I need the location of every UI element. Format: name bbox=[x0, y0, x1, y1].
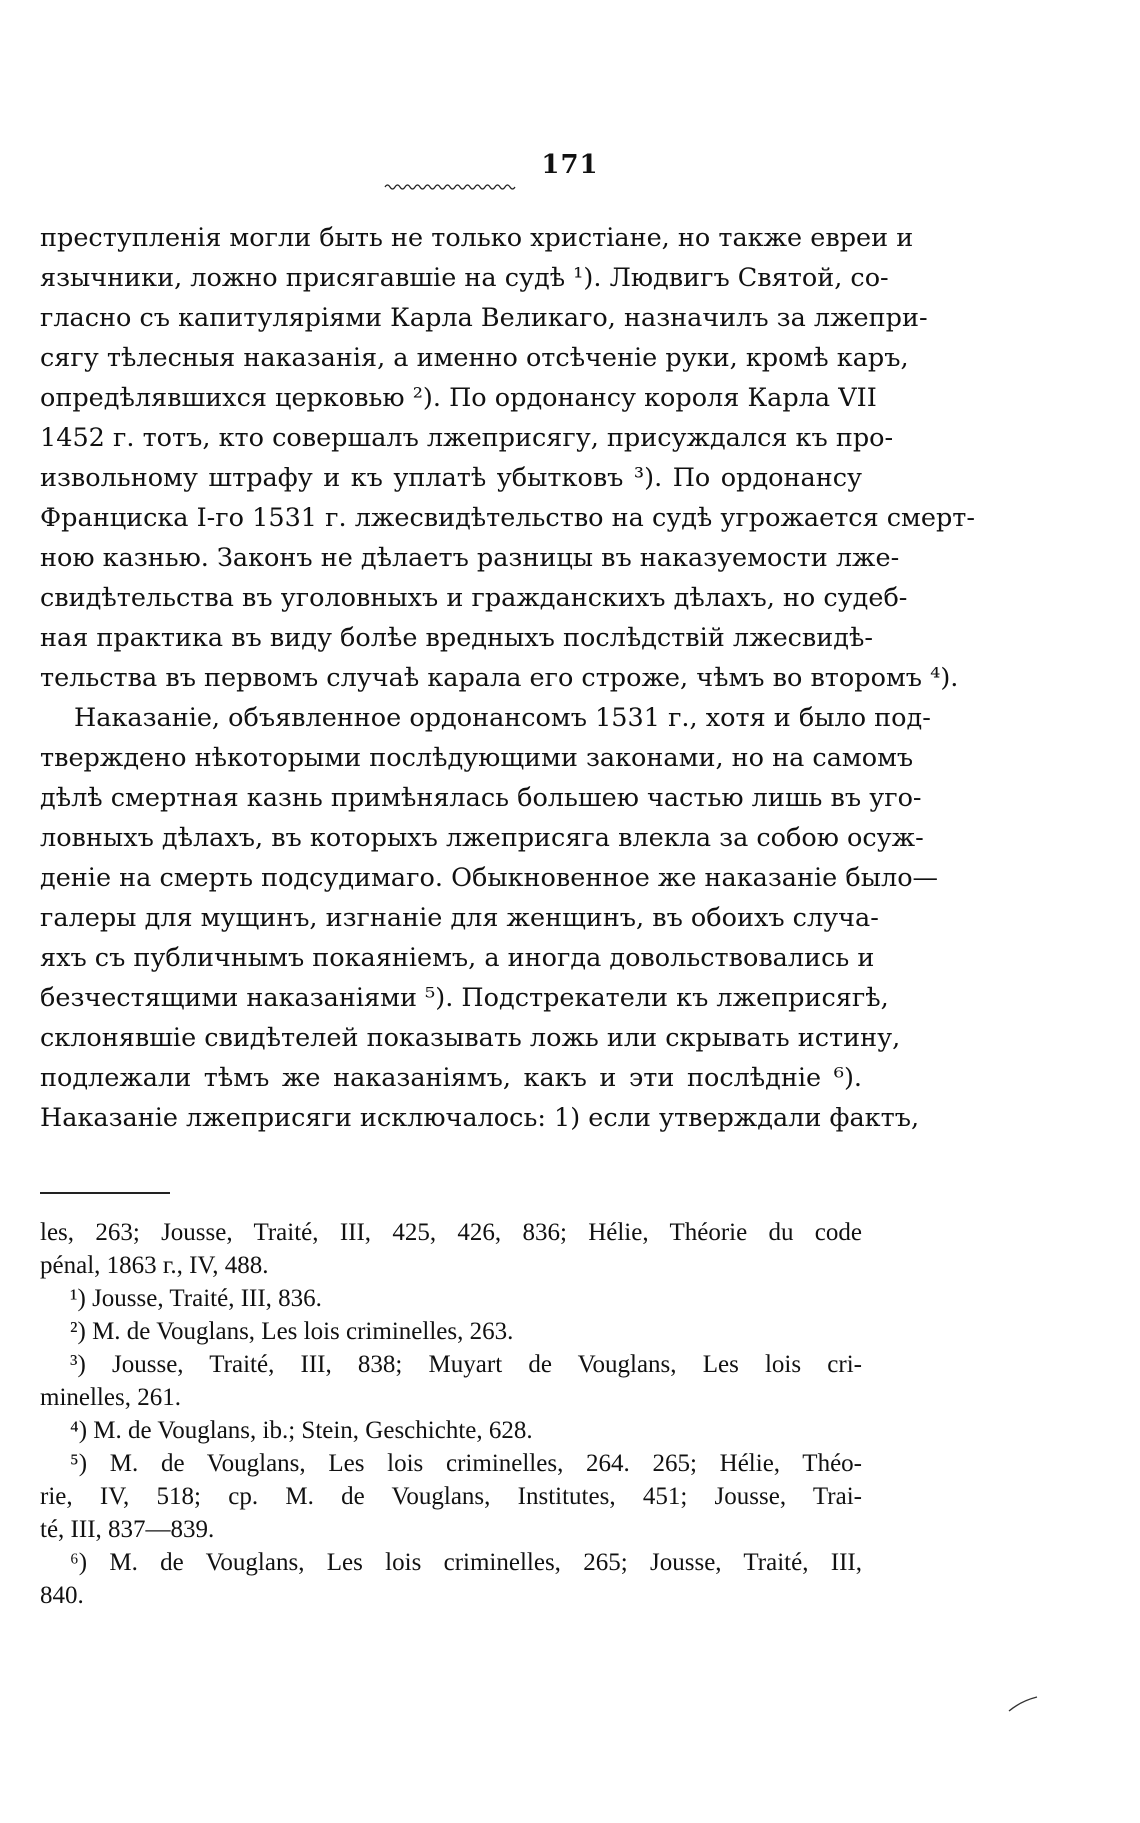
text-line: дѣлѣ смертная казнь примѣнялась большею частью лишь въ уго- bbox=[40, 783, 922, 813]
footnote-line: ³) Jousse, Traité, III, 838; Muyart de Vouglans, Les lois cri- bbox=[70, 1351, 862, 1378]
footnote-line: ⁵) M. de Vouglans, Les lois criminelles, 264. 265; Hélie, Théo- bbox=[70, 1450, 862, 1477]
text-line: преступленія могли быть не только христіане, но также евреи и bbox=[40, 223, 914, 253]
text-line: свидѣтельства въ уголовныхъ и гражданскихъ дѣлахъ, но судеб- bbox=[40, 583, 908, 613]
text-line: деніе на смерть подсудимаго. Обыкновенное же наказаніе было— bbox=[40, 863, 939, 893]
text-line: опредѣлявшихся церковью ²). По ордонансу короля Карла VII bbox=[40, 383, 877, 413]
footnote-line: ²) M. de Vouglans, Les lois criminelles, 263. bbox=[70, 1318, 514, 1345]
text-line: ная практика въ виду болѣе вредныхъ послѣдствій лжесвидѣ- bbox=[40, 623, 873, 653]
footnote-line: minelles, 261. bbox=[40, 1384, 181, 1411]
footnote-line: ¹) Jousse, Traité, III, 836. bbox=[70, 1285, 322, 1312]
footnote-line: ⁶) M. de Vouglans, Les lois criminelles, 265; Jousse, Traité, III, bbox=[70, 1549, 862, 1576]
footnote-line: rie, IV, 518; cp. M. de Vouglans, Institutes, 451; Jousse, Trai- bbox=[40, 1483, 862, 1510]
text-line: подлежали тѣмъ же наказаніямъ, какъ и эти послѣдніе ⁶). bbox=[40, 1063, 862, 1093]
text-line: сягу тѣлесныя наказанія, а именно отсѣченіе руки, кромѣ каръ, bbox=[40, 343, 909, 373]
footnote-line: té, III, 837—839. bbox=[40, 1516, 215, 1543]
footnote-line: les, 263; Jousse, Traité, III, 425, 426, 836; Hélie, Théorie du code bbox=[40, 1219, 862, 1246]
text-line: яхъ съ публичнымъ покаяніемъ, а иногда довольствовались и bbox=[40, 943, 875, 973]
footnote-line: pénal, 1863 г., IV, 488. bbox=[40, 1252, 269, 1279]
footnote-line: 840. bbox=[40, 1582, 84, 1609]
page-number-ornament bbox=[385, 183, 515, 191]
text-line: склонявшіе свидѣтелей показывать ложь или скрывать истину, bbox=[40, 1023, 901, 1053]
pencil-mark bbox=[1007, 1695, 1039, 1713]
footnotes bbox=[40, 1216, 862, 1612]
text-line: извольному штрафу и къ уплатѣ убытковъ ³). По ордонансу bbox=[40, 463, 862, 493]
text-line: безчестящими наказаніями ⁵). Подстрекатели къ лжеприсягѣ, bbox=[40, 983, 889, 1013]
text-line: язычники, ложно присягавшіе на судѣ ¹). Людвигъ Святой, со- bbox=[40, 263, 889, 293]
text-line: Наказаніе, объявленное ордонансомъ 1531 г., хотя и было под- bbox=[74, 703, 931, 733]
text-line: Наказаніе лжеприсяги исключалось: 1) если утверждали фактъ, bbox=[40, 1103, 920, 1133]
text-line: 1452 г. тотъ, кто совершалъ лжеприсягу, присуждался къ про- bbox=[40, 423, 894, 453]
text-line: ною казнью. Законъ не дѣлаетъ разницы въ наказуемости лже- bbox=[40, 543, 900, 573]
footnote-line: ⁴) M. de Vouglans, ib.; Stein, Geschichte, 628. bbox=[70, 1417, 533, 1444]
text-line: тельства въ первомъ случаѣ карала его строже, чѣмъ во второмъ ⁴). bbox=[40, 663, 959, 693]
text-line: Франциска I-го 1531 г. лжесвидѣтельство на судѣ угрожается смерт- bbox=[40, 503, 976, 533]
text-line: ловныхъ дѣлахъ, въ которыхъ лжеприсяга влекла за собою осуж- bbox=[40, 823, 924, 853]
text-line: галеры для мущинъ, изгнаніе для женщинъ, въ обоихъ случа- bbox=[40, 903, 879, 933]
main-text bbox=[40, 218, 976, 1138]
footnote-divider bbox=[40, 1192, 170, 1194]
page-number: 171 bbox=[541, 150, 599, 180]
text-line: тверждено нѣкоторыми послѣдующими законами, но на самомъ bbox=[40, 743, 914, 773]
text-line: гласно съ капитуляріями Карла Великаго, назначилъ за лжепри- bbox=[40, 303, 928, 333]
